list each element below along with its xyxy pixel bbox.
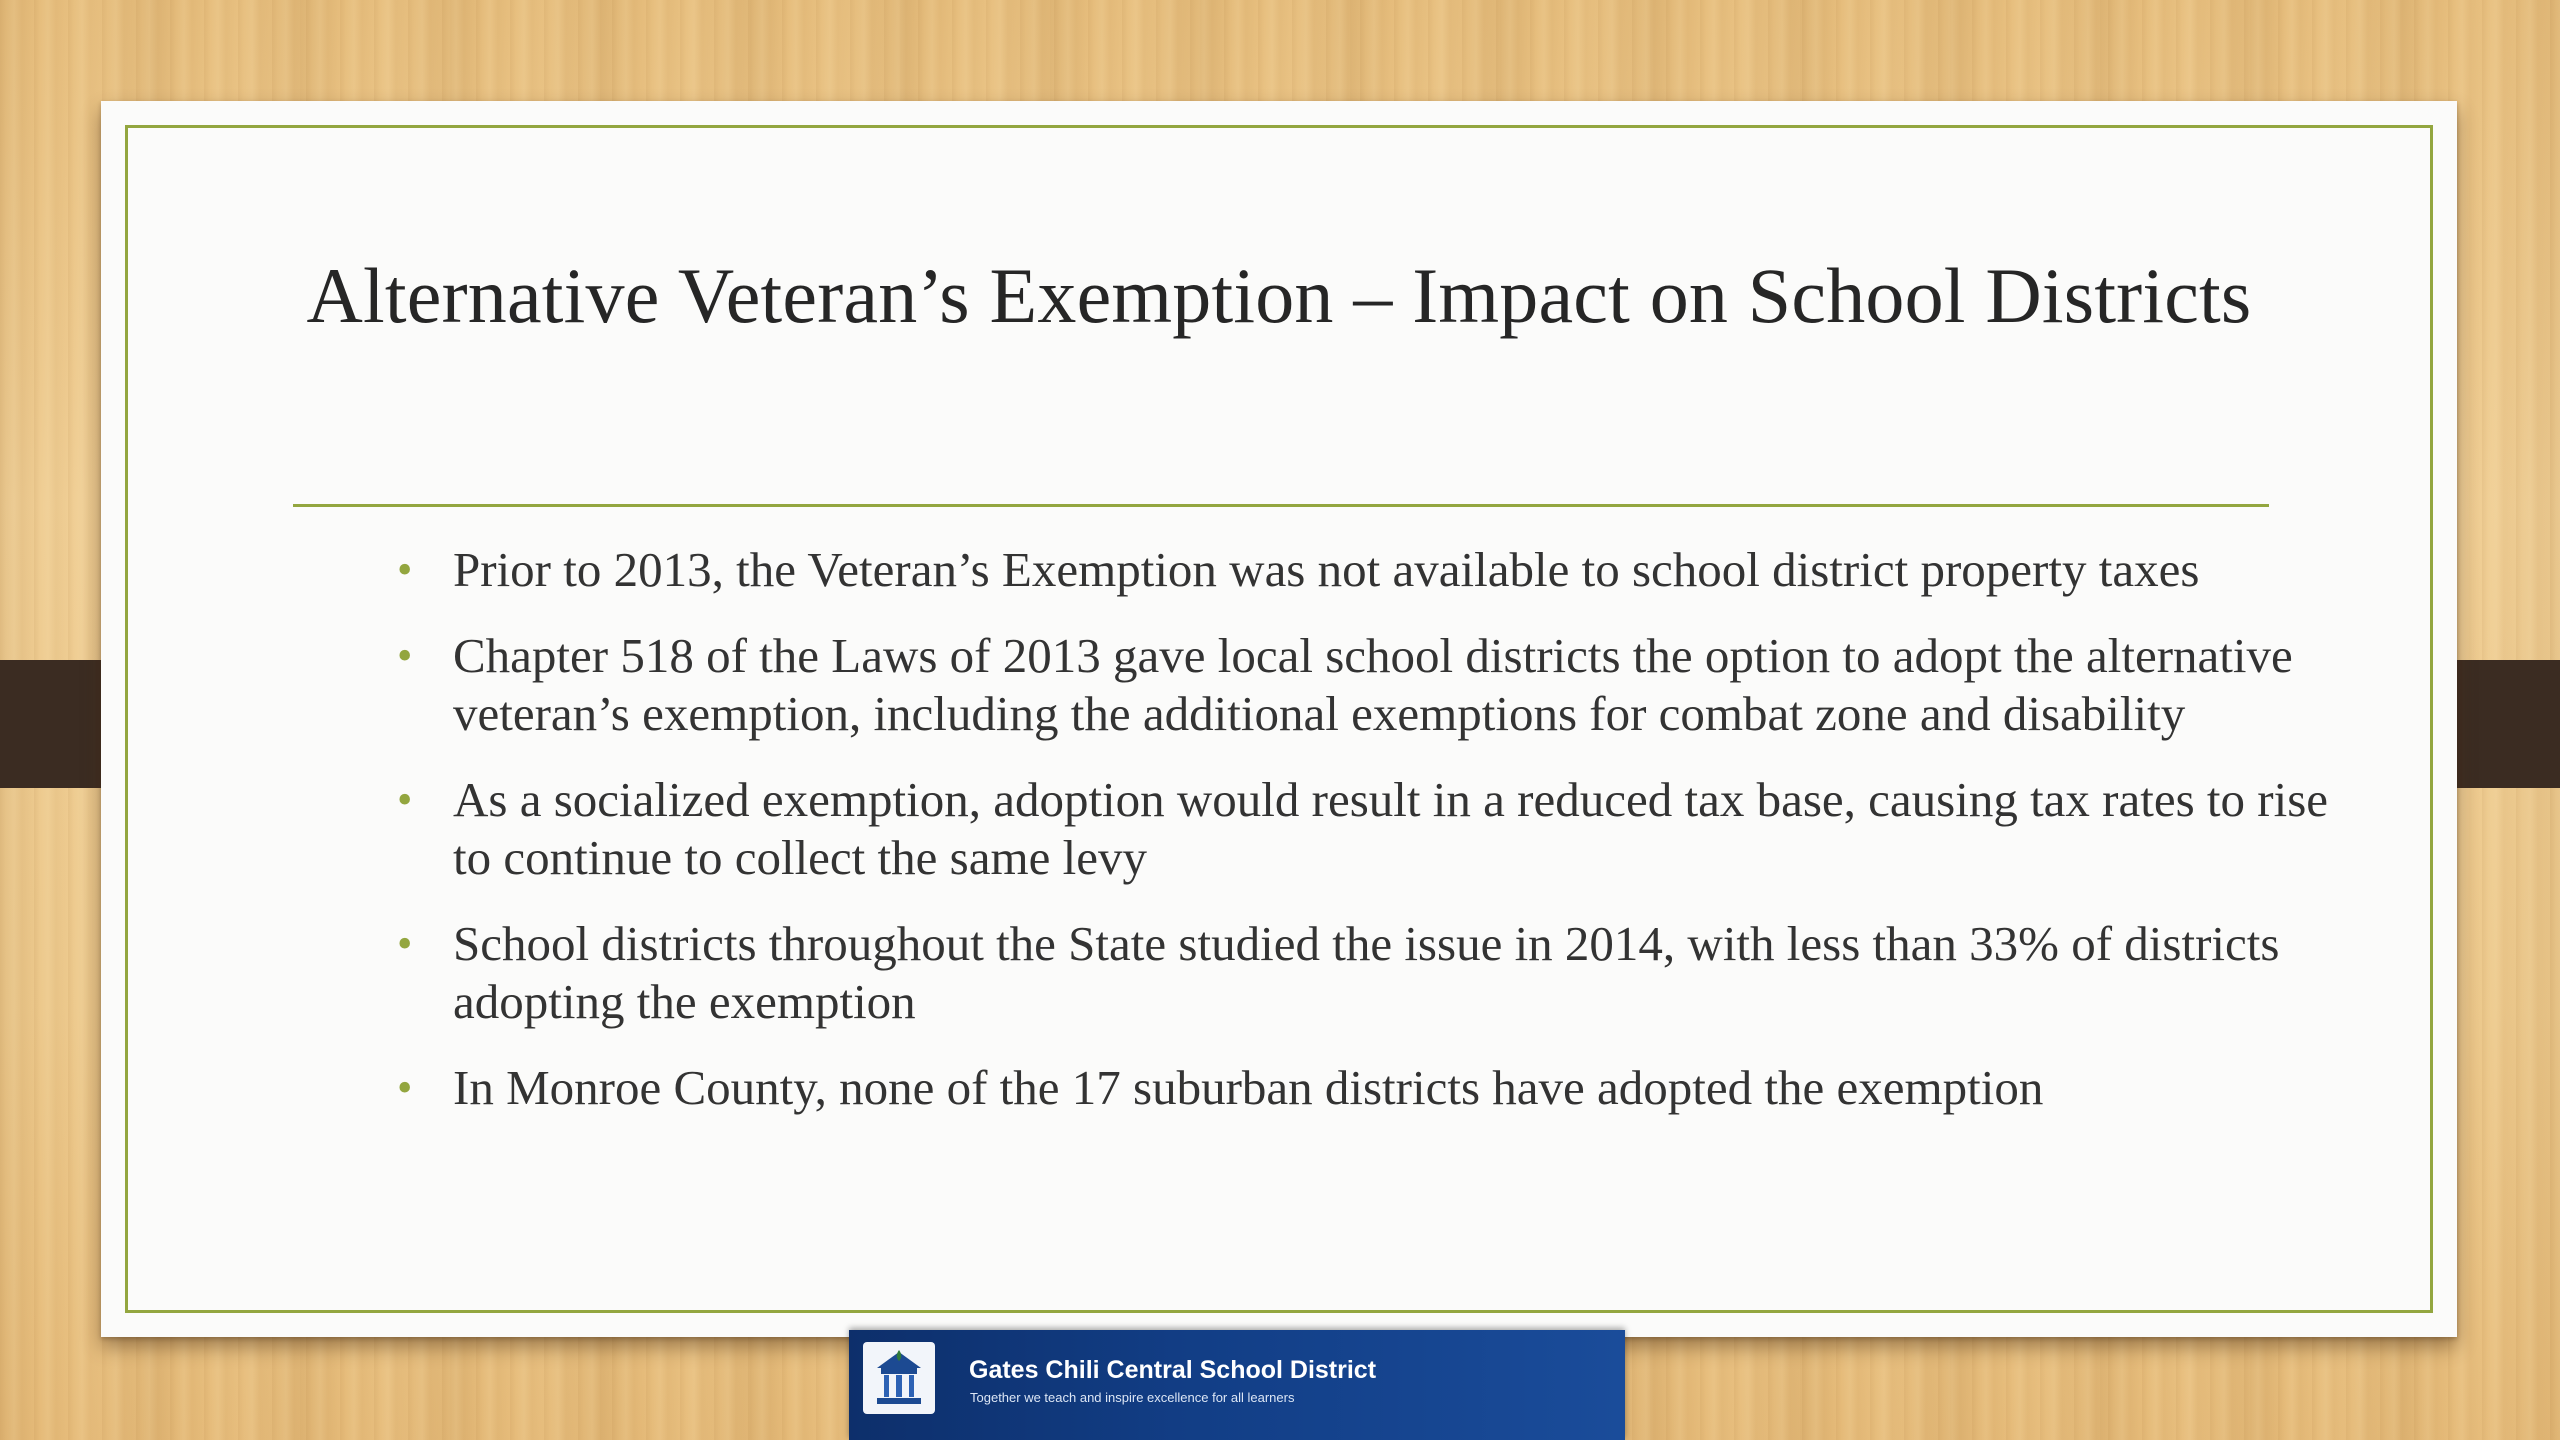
bullet-icon: • (397, 545, 413, 594)
bullet-icon: • (397, 631, 413, 680)
bullet-text: In Monroe County, none of the 17 suburban districts have adopted the exemption (453, 1060, 2044, 1115)
district-tagline: Together we teach and inspire excellence for all learners (970, 1390, 1295, 1405)
bullet-icon: • (397, 919, 413, 968)
bullet-text: Chapter 518 of the Laws of 2013 gave local school districts the option to adopt the alternative veteran’s exemption, including the additional exemptions for combat zone and disability (453, 628, 2293, 741)
bullet-text: School districts throughout the State studied the issue in 2014, with less than 33% of districts adopting the exemption (453, 916, 2280, 1029)
bullet-text: Prior to 2013, the Veteran’s Exemption was not available to school district property taxes (453, 542, 2200, 597)
bullet-text: As a socialized exemption, adoption would result in a reduced tax base, causing tax rates to rise to continue to collect the same levy (453, 772, 2329, 885)
schoolhouse-logo-icon (863, 1342, 935, 1414)
bullet-item (351, 627, 2331, 743)
title-divider (293, 504, 2269, 507)
district-name: Gates Chili Central School District (969, 1356, 1377, 1384)
district-footer-banner (849, 1330, 1625, 1440)
bullet-icon: • (397, 775, 413, 824)
bullet-icon: • (397, 1063, 413, 1112)
slide (101, 101, 2457, 1337)
bullet-item (351, 771, 2331, 887)
bullet-item (351, 915, 2331, 1031)
bullet-item (351, 1059, 2331, 1117)
bullet-list (351, 541, 2331, 1145)
slide-title: Alternative Veteran’s Exemption – Impact on School Districts (306, 252, 2252, 339)
bullet-item (351, 541, 2331, 599)
